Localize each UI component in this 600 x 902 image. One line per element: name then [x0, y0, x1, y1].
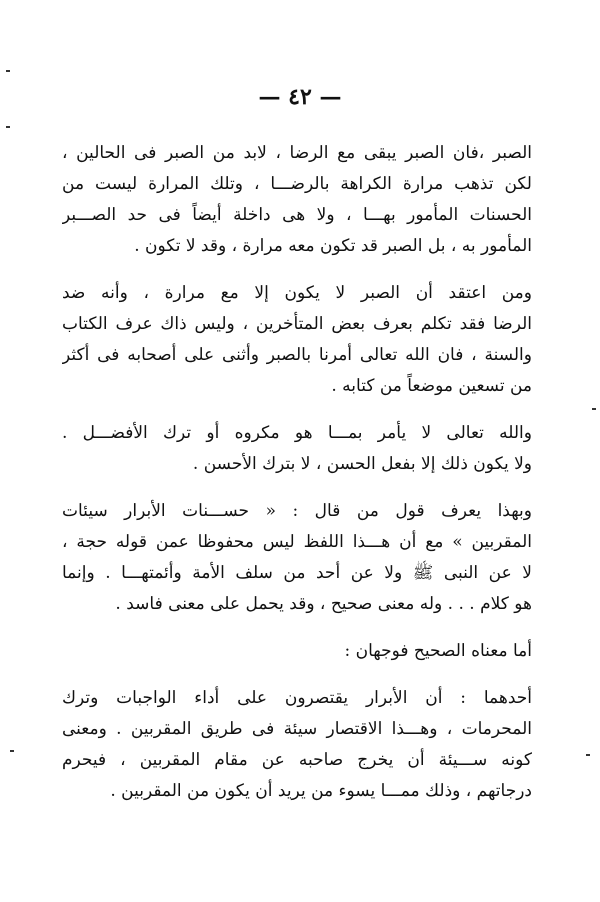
text-line: ولا يكون ذلك إلا بفعل الحسن ، لا بترك الأحسن .: [192, 454, 532, 474]
paragraph-3: [62, 418, 532, 480]
text-line: وبهذا يعرف قول من قال : « حســـنات الأبرار سيئات: [62, 501, 532, 521]
text-line: الحسنات المأمور بهـــا ، ولا هى داخلة أيضاً فى حد الصـــبر: [62, 205, 532, 225]
text-line: كونه ســـيئة أن يخرج صاحبه عن مقام المقربين ، فيحرم: [62, 750, 532, 770]
paragraph-4: [62, 496, 532, 620]
scan-mark: [10, 750, 14, 752]
text-line: أحدهما : أن الأبرار يقتصرون على أداء الواجبات وترك: [62, 688, 532, 708]
text-line: المحرمات ، وهـــذا الاقتصار سيئة فى طريق المقربين . ومعنى: [62, 719, 532, 739]
scan-mark: [6, 70, 10, 72]
scan-mark: [6, 126, 10, 128]
page-number: — ٤٢ —: [258, 84, 342, 110]
scan-mark: [586, 754, 590, 756]
text-line: والله تعالى لا يأمر بمـــا هو مكروه أو ترك الأفضـــل .: [62, 423, 532, 443]
section-heading: [62, 636, 532, 667]
text-line: لا عن النبى ﷺ ولا عن أحد من سلف الأمة وأئمتهـــا . وإنما: [62, 563, 532, 583]
paragraph-1: [62, 138, 532, 262]
text-line: درجاتهم ، وذلك ممـــا يسوء من يريد أن يكون من المقربين .: [110, 781, 532, 801]
scan-mark: [592, 408, 596, 410]
body-text: [62, 138, 532, 823]
text-line: أما معناه الصحيح فوجهان :: [344, 641, 532, 661]
text-line: المقربين » مع أن هـــذا اللفظ ليس محفوظا عمن قوله حجة ،: [62, 532, 532, 552]
text-line: الصبر ،فان الصبر يبقى مع الرضا ، لابد من الصبر فى الحالين ،: [62, 143, 532, 163]
text-line: المأمور به ، بل الصبر قد تكون معه مرارة ، وقد لا تكون .: [134, 236, 532, 256]
text-line: لكن تذهب مرارة الكراهة بالرضـــا ، وتلك المرارة ليست من: [62, 174, 532, 194]
paragraph-5: [62, 683, 532, 807]
paragraph-2: [62, 278, 532, 402]
text-line: ومن اعتقد أن الصبر لا يكون إلا مع مرارة ، وأنه ضد: [62, 283, 532, 303]
text-line: من تسعين موضعاً من كتابه .: [331, 376, 532, 396]
text-line: والسنة ، فان الله تعالى أمرنا بالصبر وأثنى على أصحابه فى أكثر: [62, 345, 532, 365]
text-line: هو كلام . . . وله معنى صحيح ، وقد يحمل على معنى فاسد .: [115, 594, 532, 614]
text-line: الرضا فقد تكلم بعرف بعض المتأخرين ، وليس ذاك عرف الكتاب: [62, 314, 532, 334]
